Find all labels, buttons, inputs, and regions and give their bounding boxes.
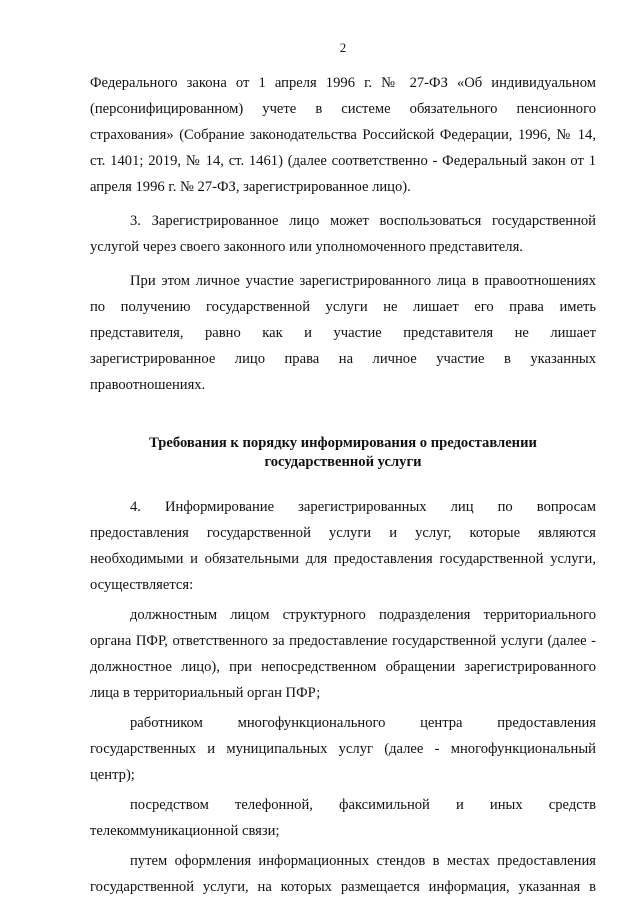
paragraph-4-intro: 4. Информирование зарегистрированных лиц по вопросам предоставления государственной услуги и услуг, которые являются необходимыми и обязательными для предоставления государственной услуги, осуществляется: [90,499,596,593]
list-item-stands: путем оформления информационных стендов в местах предоставления государственной услуги, на которых размещается информация, указанная в [90,853,596,895]
page-number: 2 [339,40,347,55]
paragraph-personal-participation: При этом личное участие зарегистрированного лица в правоотношениях по получению государственной услуги не лишает его права иметь представителя, равно как и участие представителя не лишает зарегистрированное лицо права на личное участие в указанных правоотношениях. [90,273,596,393]
section-heading [90,434,596,472]
section-heading-line-2: государственной услуги [264,454,422,470]
list-item-official: должностным лицом структурного подразделения территориального органа ПФР, ответственного за предоставление государственной услуги (далее - должностное лицо), при непосредственном обращении зарегистрированного лица в территориальный орган ПФР; [90,607,596,701]
paragraph-law-reference: Федерального закона от 1 апреля 1996 г. № 27-ФЗ «Об индивидуальном (персонифицированном) учете в системе обязательного пенсионного страхования» (Собрание законодательства Российской Федерации, 1996, № 14, ст. 1401; 2019, № 14, ст. 1461) (далее соответственно - Федеральный закон от 1 апреля 1996 г. № 27-ФЗ, зарегистрированное лицо). [90,75,596,195]
list-item-mfc: работником многофункционального центра предоставления государственных и муниципальных услуг (далее - многофункциональный центр); [90,715,596,783]
list-item-telecom: посредством телефонной, факсимильной и иных средств телекоммуникационной связи; [90,797,596,839]
paragraph-3: 3. Зарегистрированное лицо может воспользоваться государственной услугой через своего законного или уполномоченного представителя. [90,213,596,255]
section-heading-line-1: Требования к порядку информирования о предоставлении [149,435,537,451]
